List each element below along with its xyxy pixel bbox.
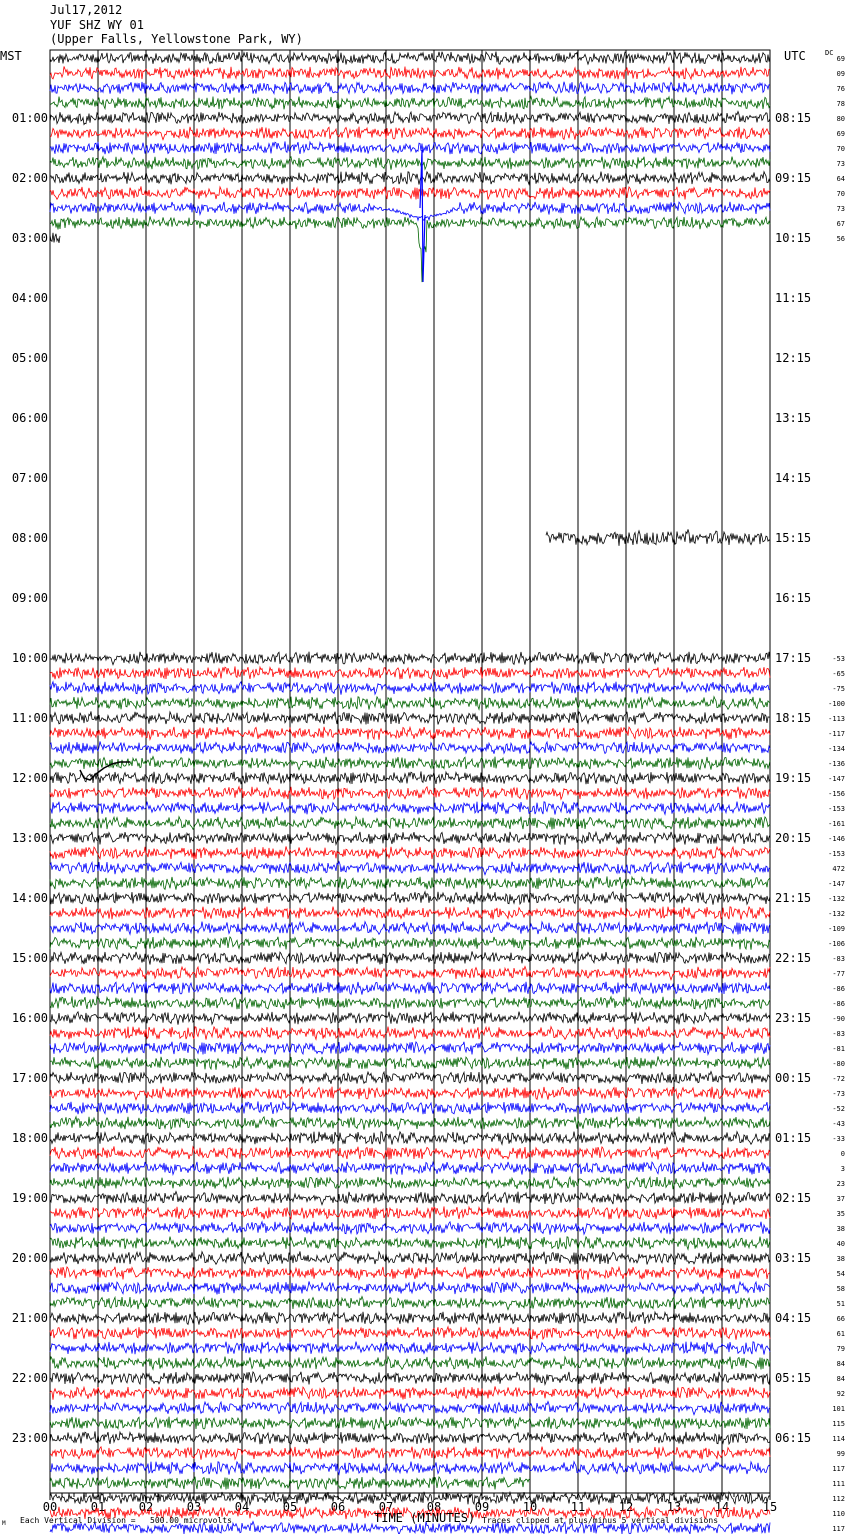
dc-offset-label: 70 [836, 145, 845, 153]
mst-hour-label: 07:00 [11, 471, 48, 485]
seismic-trace [50, 1402, 770, 1415]
mst-hour-label: 23:00 [11, 1431, 48, 1445]
dc-offset-label: -106 [828, 940, 845, 948]
dc-offset-label: -134 [828, 745, 845, 753]
seismic-trace [50, 1431, 770, 1444]
seismic-trace [50, 127, 770, 140]
scale-note: Each Vertical Division = 500.00 microvolts [20, 1516, 232, 1525]
utc-hour-label: 12:15 [775, 351, 812, 365]
seismic-trace [50, 876, 770, 889]
seismic-trace [50, 1372, 770, 1385]
seismic-trace [50, 1072, 770, 1085]
dc-offset-label: 79 [836, 1345, 845, 1353]
dc-offset-label: -132 [828, 895, 845, 903]
x-axis-title: TIME (MINUTES) [374, 1511, 476, 1525]
dc-offset-label: -53 [832, 655, 845, 663]
seismic-trace [50, 1056, 770, 1069]
utc-hour-label: 02:15 [775, 1191, 812, 1205]
mst-hour-label: 22:00 [11, 1371, 48, 1385]
dc-offset-label: 23 [836, 1180, 845, 1188]
dc-offset-label: 472 [832, 865, 845, 873]
dc-offset-label: 73 [836, 160, 845, 168]
dc-offset-label: -43 [832, 1120, 845, 1128]
dc-offset-label: 69 [836, 130, 845, 138]
dc-offset-label: 110 [832, 1510, 845, 1518]
dc-offset-label: 51 [836, 1300, 845, 1308]
dc-offset-label: -147 [828, 880, 845, 888]
dc-offset-label: 35 [836, 1210, 845, 1218]
seismic-trace [50, 52, 770, 65]
dc-offset-label: -90 [832, 1015, 845, 1023]
dc-offset-label: -73 [832, 1090, 845, 1098]
dc-offset-label: 76 [836, 85, 845, 93]
utc-hour-label: 21:15 [775, 891, 812, 905]
x-tick-label: 13 [666, 1500, 682, 1514]
utc-hour-label: 19:15 [775, 771, 812, 785]
mst-hour-label: 08:00 [11, 531, 48, 545]
seismic-trace [50, 172, 770, 185]
mst-hour-label: 03:00 [11, 231, 48, 245]
mst-hour-label: 10:00 [11, 651, 48, 665]
x-tick-label: 07 [378, 1500, 394, 1514]
utc-hour-label: 09:15 [775, 171, 812, 185]
seismic-trace [50, 1087, 770, 1100]
dc-offset-label: 0 [840, 1150, 845, 1158]
dc-offset-label: -153 [828, 805, 845, 813]
seismic-trace [50, 66, 770, 79]
dc-offset-label: -81 [832, 1045, 845, 1053]
dc-offset-label: -33 [832, 1135, 845, 1143]
seismic-trace [50, 1417, 770, 1430]
seismic-trace [50, 862, 770, 875]
mst-hour-label: 02:00 [11, 171, 48, 185]
mst-hour-label: 14:00 [11, 891, 48, 905]
dc-offset-label: -100 [828, 700, 845, 708]
seismic-trace [50, 141, 770, 154]
utc-hour-label: 04:15 [775, 1311, 812, 1325]
plot-date: Jul17,2012 [50, 3, 123, 17]
seismic-trace [50, 996, 770, 1009]
dc-offset-label: 67 [836, 220, 845, 228]
mst-hour-label: 05:00 [11, 351, 48, 365]
seismic-trace [50, 157, 770, 170]
dc-offset-label: 70 [836, 190, 845, 198]
mst-hour-label: 19:00 [11, 1191, 48, 1205]
mst-hour-label: 11:00 [11, 711, 48, 725]
utc-hour-label: 11:15 [775, 291, 812, 305]
mst-hour-label: 17:00 [11, 1071, 48, 1085]
dc-offset-label: -80 [832, 1060, 845, 1068]
seismic-trace [50, 1222, 770, 1235]
dc-offset-label: -77 [832, 970, 845, 978]
dc-offset-label: -65 [832, 670, 845, 678]
utc-hour-label: 18:15 [775, 711, 812, 725]
dc-offset-label: 3 [840, 1165, 845, 1173]
seismic-trace [50, 233, 60, 243]
dc-offset-label: -72 [832, 1075, 845, 1083]
dc-offset-label: 61 [836, 1330, 845, 1338]
dc-offset-label: -86 [832, 1000, 845, 1008]
x-tick-label: 09 [474, 1500, 490, 1514]
seismic-trace [50, 82, 770, 95]
clip-note: Traces clipped at plus/minus 5 vertical divisions [482, 1516, 719, 1525]
dc-offset-label: 117 [832, 1465, 845, 1473]
mst-hour-label: 13:00 [11, 831, 48, 845]
seismic-trace [50, 727, 770, 740]
utc-hour-label: 23:15 [775, 1011, 812, 1025]
mst-hour-label: 18:00 [11, 1131, 48, 1145]
mst-hour-label: 04:00 [11, 291, 48, 305]
dc-offset-label: 112 [832, 1495, 845, 1503]
dc-offset-label: 64 [836, 175, 845, 183]
x-tick-label: 08 [426, 1500, 442, 1514]
x-tick-label: 04 [234, 1500, 250, 1514]
x-tick-label: 10 [522, 1500, 538, 1514]
dc-offset-label: -109 [828, 925, 845, 933]
seismic-trace [50, 1281, 770, 1294]
seismic-trace [50, 1461, 770, 1474]
mst-hour-label: 12:00 [11, 771, 48, 785]
seismic-trace [50, 1146, 770, 1159]
utc-hour-label: 22:15 [775, 951, 812, 965]
x-tick-label: 15 [762, 1500, 778, 1514]
seismic-trace [50, 697, 770, 710]
dc-offset-label: 38 [836, 1255, 845, 1263]
dc-offset-label: 111 [832, 1480, 845, 1488]
dc-offset-label: -113 [828, 715, 845, 723]
x-tick-label: 02 [138, 1500, 154, 1514]
corner-mark: M [2, 1520, 6, 1527]
mst-hour-label: 15:00 [11, 951, 48, 965]
seismic-trace [50, 1267, 770, 1280]
utc-hour-label: 00:15 [775, 1071, 812, 1085]
dc-offset-label: 56 [836, 235, 845, 243]
seismic-trace [50, 787, 770, 800]
seismic-trace [50, 1042, 770, 1055]
dc-offset-label: 78 [836, 100, 845, 108]
dc-offset-label: 66 [836, 1315, 845, 1323]
dc-offset-label: 38 [836, 1225, 845, 1233]
dc-offset-label: 84 [836, 1375, 845, 1383]
seismic-trace [50, 1176, 770, 1189]
dc-offset-label: 115 [832, 1420, 845, 1428]
seismic-trace [50, 741, 770, 754]
seismic-trace [50, 816, 770, 829]
seismic-trace [50, 1192, 770, 1205]
seismic-trace [50, 186, 770, 199]
seismic-trace [50, 1297, 770, 1310]
seismic-trace [50, 907, 770, 920]
right-axis-label: UTC [784, 49, 806, 63]
seismic-trace [50, 97, 770, 110]
seismic-trace [50, 216, 770, 282]
dc-offset-label: -146 [828, 835, 845, 843]
dc-offset-label: -132 [828, 910, 845, 918]
x-tick-label: 11 [570, 1500, 586, 1514]
utc-hour-label: 08:15 [775, 111, 812, 125]
seismic-trace [50, 112, 770, 125]
dc-offset-label: -147 [828, 775, 845, 783]
seismic-trace [50, 802, 770, 815]
seismic-trace [50, 771, 770, 784]
dc-offset-label: -75 [832, 685, 845, 693]
dc-offset-label: -136 [828, 760, 845, 768]
seismic-trace [50, 711, 770, 724]
seismic-trace [50, 1386, 770, 1399]
station-location: (Upper Falls, Yellowstone Park, WY) [50, 32, 303, 46]
mst-hour-label: 09:00 [11, 591, 48, 605]
seismic-trace [50, 1447, 770, 1460]
dc-label: DC [825, 49, 834, 57]
left-axis-label: MST [0, 49, 22, 63]
plot-frame [50, 50, 770, 1493]
dc-offset-label: 54 [836, 1270, 845, 1278]
dc-offset-label: -52 [832, 1105, 845, 1113]
seismic-trace [50, 652, 770, 665]
dc-offset-label: 37 [836, 1195, 845, 1203]
mst-hour-label: 01:00 [11, 111, 48, 125]
seismic-trace [50, 1237, 770, 1250]
utc-hour-label: 17:15 [775, 651, 812, 665]
utc-hour-label: 14:15 [775, 471, 812, 485]
utc-hour-label: 13:15 [775, 411, 812, 425]
seismic-trace [50, 1117, 770, 1130]
utc-hour-label: 05:15 [775, 1371, 812, 1385]
seismic-trace [50, 1342, 770, 1355]
seismic-trace [50, 1101, 770, 1114]
seismic-trace [546, 529, 770, 546]
dc-offset-label: -83 [832, 1030, 845, 1038]
x-tick-label: 12 [618, 1500, 634, 1514]
seismic-trace [50, 1012, 770, 1025]
dc-offset-label: 73 [836, 205, 845, 213]
seismic-trace [50, 1251, 770, 1264]
seismic-trace [50, 666, 770, 679]
x-tick-label: 03 [186, 1500, 202, 1514]
dc-offset-label: -161 [828, 820, 845, 828]
seismic-trace [50, 1026, 770, 1039]
dc-offset-label: -156 [828, 790, 845, 798]
utc-hour-label: 16:15 [775, 591, 812, 605]
dc-offset-label: -83 [832, 955, 845, 963]
seismic-trace [50, 202, 770, 221]
utc-hour-label: 06:15 [775, 1431, 812, 1445]
x-tick-label: 05 [282, 1500, 298, 1514]
station-code: YUF SHZ WY 01 [50, 18, 144, 32]
dc-offset-label: 69 [836, 55, 845, 63]
dc-offset-label: -117 [828, 730, 845, 738]
dc-offset-label: 92 [836, 1390, 845, 1398]
seismic-trace [50, 1356, 770, 1369]
x-tick-label: 06 [330, 1500, 346, 1514]
x-tick-label: 14 [714, 1500, 730, 1514]
seismic-trace [50, 951, 770, 964]
dc-offset-label: 80 [836, 115, 845, 123]
mst-hour-label: 06:00 [11, 411, 48, 425]
seismic-trace [50, 1162, 770, 1175]
dc-offset-label: 117 [832, 1525, 845, 1533]
seismic-spike [420, 150, 425, 282]
seismic-trace [50, 1327, 770, 1340]
seismic-trace [50, 937, 770, 950]
dc-offset-label: 101 [832, 1405, 845, 1413]
seismic-trace [50, 757, 770, 770]
x-tick-label: 01 [90, 1500, 106, 1514]
dc-offset-label: -153 [828, 850, 845, 858]
mst-hour-label: 16:00 [11, 1011, 48, 1025]
seismic-trace [50, 1311, 770, 1324]
seismic-trace [50, 1206, 770, 1219]
utc-hour-label: 10:15 [775, 231, 812, 245]
mst-hour-label: 20:00 [11, 1251, 48, 1265]
seismic-trace [50, 832, 770, 845]
seismic-trace [50, 892, 770, 905]
dc-offset-label: 40 [836, 1240, 845, 1248]
utc-hour-label: 01:15 [775, 1131, 812, 1145]
dc-offset-label: 84 [836, 1360, 845, 1368]
dc-offset-label: -86 [832, 985, 845, 993]
utc-hour-label: 03:15 [775, 1251, 812, 1265]
seismic-trace [50, 682, 770, 695]
mst-hour-label: 21:00 [11, 1311, 48, 1325]
seismic-trace [50, 967, 770, 980]
dc-offset-label: 58 [836, 1285, 845, 1293]
seismic-trace [50, 921, 770, 934]
seismic-trace [50, 1132, 770, 1145]
dc-offset-label: 114 [832, 1435, 845, 1443]
dc-offset-label: 99 [836, 1450, 845, 1458]
utc-hour-label: 20:15 [775, 831, 812, 845]
dc-offset-label: 09 [836, 70, 845, 78]
seismic-trace [50, 846, 770, 859]
seismic-trace [50, 982, 770, 995]
x-tick-label: 00 [42, 1500, 58, 1514]
utc-hour-label: 15:15 [775, 531, 812, 545]
